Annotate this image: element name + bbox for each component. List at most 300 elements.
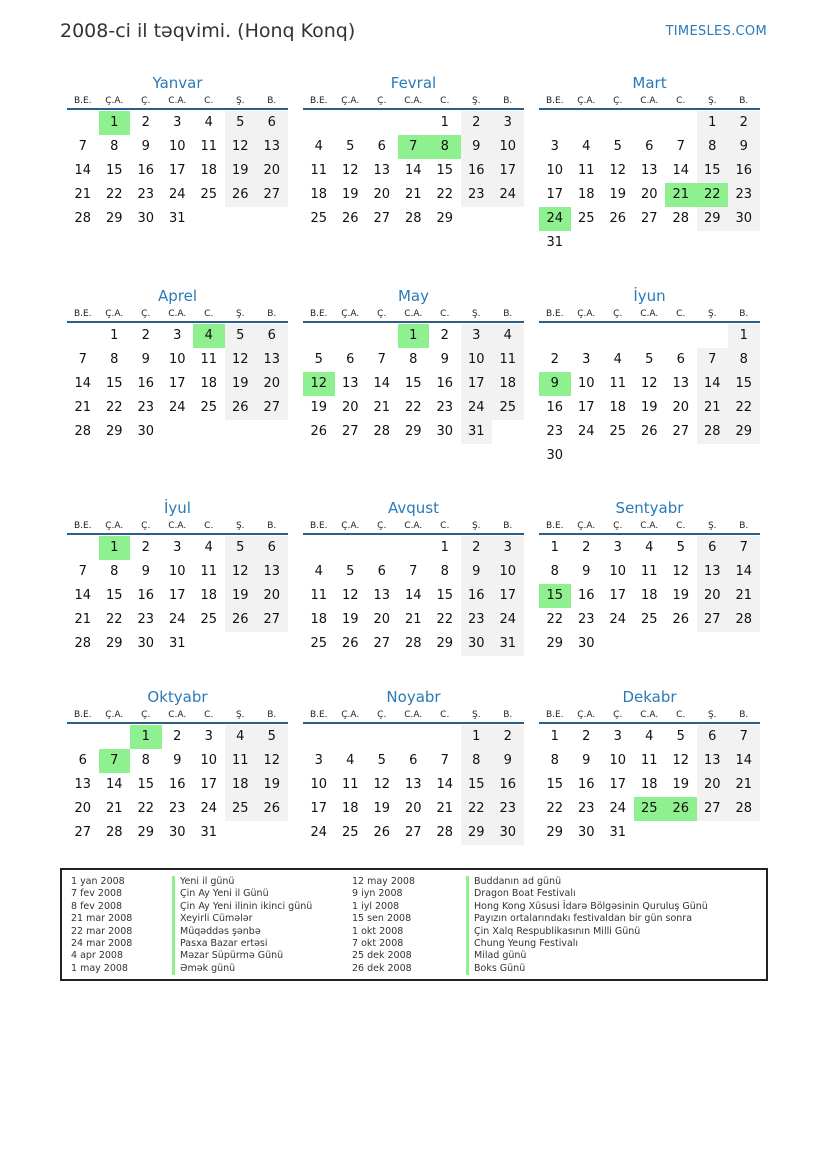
day-cell: 6 xyxy=(697,536,729,560)
month-name: Avqust xyxy=(388,499,439,517)
day-cell: 14 xyxy=(74,163,92,178)
weekday-label: B. xyxy=(267,521,277,531)
empty-cell xyxy=(429,725,461,749)
day-cell: 21 xyxy=(436,801,454,816)
day-cell: 6 xyxy=(409,753,418,768)
weekday-label: C. xyxy=(440,710,450,720)
day-cell: 2 xyxy=(550,352,559,367)
empty-cell xyxy=(571,111,603,135)
day-cell: 3 xyxy=(582,352,591,367)
empty-cell xyxy=(602,111,634,135)
empty-cell xyxy=(303,536,335,560)
day-cell: 11 xyxy=(640,753,658,768)
day-cell: 17 xyxy=(168,163,186,178)
day-cell: 13 xyxy=(672,376,690,391)
day-cell: 12 xyxy=(256,749,288,773)
day-cell: 13 xyxy=(404,777,422,792)
day-cell: 28 xyxy=(672,211,690,226)
legend-holiday-name: Xeyirli Cümələr xyxy=(172,913,312,925)
day-cell: 27 xyxy=(672,424,690,439)
day-cell: 10 xyxy=(609,753,627,768)
day-cell: 16 xyxy=(728,159,760,183)
holiday-day-cell: 9 xyxy=(539,372,571,396)
weekday-label: B. xyxy=(267,309,277,319)
day-cell: 10 xyxy=(168,352,186,367)
day-cell: 24 xyxy=(492,183,524,207)
day-cell: 24 xyxy=(577,424,595,439)
day-cell: 9 xyxy=(461,135,493,159)
day-cell: 24 xyxy=(310,825,328,840)
day-cell: 22 xyxy=(105,187,123,202)
day-cell: 12 xyxy=(672,564,690,579)
day-cell: 7 xyxy=(78,139,87,154)
day-cell: 26 xyxy=(225,183,257,207)
day-cell: 20 xyxy=(74,801,92,816)
day-cell: 14 xyxy=(105,777,123,792)
day-cell: 28 xyxy=(74,424,92,439)
weekday-header xyxy=(539,520,760,535)
day-cell: 13 xyxy=(697,560,729,584)
day-cell: 25 xyxy=(200,612,218,627)
day-cell: 22 xyxy=(105,612,123,627)
day-cell: 15 xyxy=(436,588,454,603)
day-cell: 30 xyxy=(168,825,186,840)
day-cell: 10 xyxy=(546,163,564,178)
weekday-label: B. xyxy=(739,521,749,531)
weekday-label: Ş. xyxy=(471,96,481,106)
day-cell: 3 xyxy=(173,115,182,130)
day-cell: 26 xyxy=(341,636,359,651)
day-cell: 19 xyxy=(341,187,359,202)
day-cell: 28 xyxy=(404,211,422,226)
month-name: Aprel xyxy=(157,287,198,305)
weekday-label: Ç.A. xyxy=(577,710,596,720)
weekday-label: C.A. xyxy=(404,710,423,720)
day-cell: 21 xyxy=(728,773,760,797)
day-cell: 20 xyxy=(697,773,729,797)
day-cell: 2 xyxy=(141,540,150,555)
weekday-label: C.A. xyxy=(640,521,659,531)
legend-date: 15 sen 2008 xyxy=(352,913,412,925)
day-cell: 27 xyxy=(404,825,422,840)
month-block xyxy=(539,687,760,845)
empty-cell xyxy=(366,725,398,749)
weekday-label: Ç. xyxy=(613,309,623,319)
month-block xyxy=(539,73,760,255)
day-cell: 9 xyxy=(173,753,182,768)
holiday-day-cell: 1 xyxy=(398,324,430,348)
empty-cell xyxy=(67,324,99,348)
day-cell: 14 xyxy=(74,588,92,603)
day-cell: 25 xyxy=(577,211,595,226)
weekday-label: Ç.A. xyxy=(341,710,360,720)
day-cell: 21 xyxy=(728,584,760,608)
day-cell: 26 xyxy=(256,797,288,821)
day-cell: 11 xyxy=(609,376,627,391)
day-cell: 27 xyxy=(373,211,391,226)
weekday-label: B.E. xyxy=(73,710,92,720)
day-cell: 12 xyxy=(225,135,257,159)
day-cell: 29 xyxy=(436,211,454,226)
empty-cell xyxy=(571,324,603,348)
day-cell: 27 xyxy=(256,396,288,420)
legend-holiday-name: Yeni il günü xyxy=(172,876,312,888)
weekday-label: B. xyxy=(739,96,749,106)
empty-cell xyxy=(335,111,367,135)
day-cell: 13 xyxy=(256,560,288,584)
day-cell: 12 xyxy=(341,588,359,603)
day-cell: 15 xyxy=(105,588,123,603)
day-cell: 2 xyxy=(461,536,493,560)
day-cell: 3 xyxy=(492,536,524,560)
day-cell: 31 xyxy=(492,632,524,656)
day-cell: 19 xyxy=(672,777,690,792)
weekday-label: Ç. xyxy=(613,521,623,531)
weekday-header xyxy=(67,95,288,110)
weekday-label: C. xyxy=(204,710,214,720)
legend-date: 9 iyn 2008 xyxy=(352,888,403,900)
day-cell: 29 xyxy=(728,420,760,444)
day-cell: 19 xyxy=(256,773,288,797)
weekday-label: B.E. xyxy=(309,309,328,319)
day-cell: 15 xyxy=(697,159,729,183)
day-cell: 4 xyxy=(204,115,213,130)
day-cell: 21 xyxy=(74,612,92,627)
day-cell: 30 xyxy=(546,448,564,463)
day-cell: 29 xyxy=(546,825,564,840)
day-cell: 17 xyxy=(609,588,627,603)
day-cell: 23 xyxy=(577,612,595,627)
weekday-label: C. xyxy=(676,96,686,106)
day-cell: 9 xyxy=(582,753,591,768)
day-cell: 16 xyxy=(137,376,155,391)
day-grid xyxy=(67,536,288,656)
day-cell: 24 xyxy=(609,612,627,627)
day-cell: 7 xyxy=(676,139,685,154)
day-cell: 14 xyxy=(728,749,760,773)
day-cell: 3 xyxy=(314,753,323,768)
day-cell: 29 xyxy=(105,424,123,439)
day-cell: 28 xyxy=(728,797,760,821)
weekday-label: C.A. xyxy=(404,521,423,531)
day-cell: 12 xyxy=(341,163,359,178)
holiday-legend xyxy=(60,868,768,981)
day-cell: 2 xyxy=(141,328,150,343)
day-cell: 17 xyxy=(492,159,524,183)
day-cell: 29 xyxy=(105,211,123,226)
day-cell: 20 xyxy=(373,612,391,627)
empty-cell xyxy=(398,725,430,749)
empty-cell xyxy=(303,111,335,135)
day-cell: 9 xyxy=(728,135,760,159)
day-cell: 26 xyxy=(373,825,391,840)
day-cell: 11 xyxy=(200,564,218,579)
empty-cell xyxy=(697,324,729,348)
day-cell: 7 xyxy=(78,352,87,367)
day-cell: 17 xyxy=(461,372,493,396)
day-cell: 17 xyxy=(546,187,564,202)
weekday-label: C. xyxy=(440,96,450,106)
legend-date: 12 may 2008 xyxy=(352,876,416,887)
day-cell: 6 xyxy=(256,536,288,560)
day-cell: 3 xyxy=(613,729,622,744)
day-cell: 1 xyxy=(550,540,559,555)
day-grid xyxy=(303,725,524,845)
day-cell: 27 xyxy=(697,608,729,632)
day-cell: 22 xyxy=(105,400,123,415)
day-cell: 14 xyxy=(373,376,391,391)
day-cell: 10 xyxy=(492,135,524,159)
day-cell: 5 xyxy=(314,352,323,367)
day-cell: 3 xyxy=(204,729,213,744)
day-cell: 30 xyxy=(137,636,155,651)
day-cell: 18 xyxy=(640,777,658,792)
month-block xyxy=(67,73,288,231)
weekday-label: Ç. xyxy=(141,96,151,106)
weekday-label: Ç. xyxy=(377,309,387,319)
day-cell: 2 xyxy=(461,111,493,135)
day-cell: 16 xyxy=(436,376,454,391)
day-cell: 15 xyxy=(105,163,123,178)
weekday-label: B.E. xyxy=(545,521,564,531)
day-cell: 28 xyxy=(74,211,92,226)
weekday-header xyxy=(67,520,288,535)
month-block xyxy=(303,73,524,231)
weekday-label: C.A. xyxy=(640,96,659,106)
day-cell: 6 xyxy=(78,753,87,768)
day-cell: 23 xyxy=(728,183,760,207)
month-name: Oktyabr xyxy=(147,688,208,706)
day-cell: 18 xyxy=(609,400,627,415)
day-cell: 31 xyxy=(168,211,186,226)
weekday-label: C. xyxy=(676,309,686,319)
month-name: Yanvar xyxy=(152,74,203,92)
day-cell: 11 xyxy=(200,139,218,154)
day-cell: 9 xyxy=(141,139,150,154)
empty-cell xyxy=(303,324,335,348)
weekday-label: B.E. xyxy=(73,521,92,531)
day-cell: 6 xyxy=(676,352,685,367)
empty-cell xyxy=(634,111,666,135)
holiday-day-cell: 21 xyxy=(665,183,697,207)
day-cell: 4 xyxy=(492,324,524,348)
day-cell: 4 xyxy=(582,139,591,154)
legend-date: 26 dek 2008 xyxy=(352,962,412,974)
weekday-label: C. xyxy=(204,309,214,319)
day-cell: 24 xyxy=(492,608,524,632)
day-cell: 8 xyxy=(697,135,729,159)
day-cell: 8 xyxy=(461,749,493,773)
day-cell: 29 xyxy=(697,207,729,231)
day-cell: 4 xyxy=(314,139,323,154)
day-cell: 20 xyxy=(404,801,422,816)
day-cell: 22 xyxy=(436,187,454,202)
weekday-label: B.E. xyxy=(545,710,564,720)
weekday-label: C. xyxy=(676,710,686,720)
empty-cell xyxy=(335,324,367,348)
day-cell: 3 xyxy=(461,324,493,348)
day-cell: 16 xyxy=(577,588,595,603)
weekday-label: Ş. xyxy=(235,96,245,106)
weekday-label: Ş. xyxy=(235,710,245,720)
month-name: Fevral xyxy=(390,74,437,92)
day-cell: 18 xyxy=(200,163,218,178)
day-cell: 23 xyxy=(577,801,595,816)
day-cell: 17 xyxy=(168,588,186,603)
day-cell: 21 xyxy=(105,801,123,816)
month-name: Dekabr xyxy=(622,688,677,706)
legend-holiday-name: Dragon Boat Festivalı xyxy=(466,888,708,900)
weekday-header xyxy=(67,308,288,323)
weekday-label: C. xyxy=(204,96,214,106)
day-cell: 25 xyxy=(640,612,658,627)
day-cell: 26 xyxy=(640,424,658,439)
day-cell: 21 xyxy=(373,400,391,415)
day-cell: 12 xyxy=(373,777,391,792)
day-cell: 28 xyxy=(728,608,760,632)
day-cell: 13 xyxy=(256,348,288,372)
month-name: May xyxy=(397,287,429,305)
day-cell: 12 xyxy=(609,163,627,178)
day-cell: 23 xyxy=(492,797,524,821)
day-cell: 20 xyxy=(672,400,690,415)
day-cell: 4 xyxy=(613,352,622,367)
holiday-day-cell: 1 xyxy=(99,536,131,560)
day-cell: 22 xyxy=(137,801,155,816)
legend-names-col-1 xyxy=(172,876,312,975)
empty-cell xyxy=(335,536,367,560)
day-cell: 6 xyxy=(256,111,288,135)
legend-holiday-name: Məzar Süpürmə Günü xyxy=(172,950,312,962)
weekday-label: B.E. xyxy=(309,710,328,720)
day-cell: 12 xyxy=(640,376,658,391)
empty-cell xyxy=(366,536,398,560)
month-name: İyun xyxy=(633,287,666,305)
weekday-label: B.E. xyxy=(309,521,328,531)
day-cell: 31 xyxy=(168,636,186,651)
day-cell: 15 xyxy=(546,777,564,792)
holiday-day-cell: 4 xyxy=(193,324,225,348)
weekday-label: Ş. xyxy=(707,710,717,720)
day-cell: 8 xyxy=(550,564,559,579)
legend-holiday-name: Çin Ay Yeni il Günü xyxy=(172,888,312,900)
legend-holiday-name: Buddanın ad günü xyxy=(466,876,708,888)
day-cell: 30 xyxy=(137,424,155,439)
day-cell: 25 xyxy=(225,797,257,821)
day-cell: 28 xyxy=(436,825,454,840)
legend-holiday-name: Əmək günü xyxy=(172,963,312,975)
day-cell: 30 xyxy=(577,636,595,651)
day-cell: 4 xyxy=(204,540,213,555)
weekday-label: B. xyxy=(503,309,513,319)
weekday-label: Ç.A. xyxy=(577,521,596,531)
day-grid xyxy=(539,111,760,255)
day-cell: 16 xyxy=(577,777,595,792)
day-cell: 19 xyxy=(341,612,359,627)
day-cell: 16 xyxy=(137,588,155,603)
day-cell: 20 xyxy=(256,372,288,396)
day-cell: 19 xyxy=(672,588,690,603)
day-grid xyxy=(67,111,288,231)
empty-cell xyxy=(398,536,430,560)
day-cell: 13 xyxy=(640,163,658,178)
day-cell: 9 xyxy=(582,564,591,579)
day-cell: 24 xyxy=(168,612,186,627)
weekday-header xyxy=(539,709,760,724)
weekday-header xyxy=(303,308,524,323)
legend-holiday-name: Pasxa Bazar ertəsi xyxy=(172,938,312,950)
day-cell: 27 xyxy=(697,797,729,821)
day-cell: 1 xyxy=(440,540,449,555)
day-cell: 28 xyxy=(105,825,123,840)
day-cell: 25 xyxy=(310,211,328,226)
day-grid xyxy=(303,536,524,656)
day-cell: 30 xyxy=(577,825,595,840)
month-block xyxy=(67,498,288,656)
day-cell: 16 xyxy=(546,400,564,415)
weekday-label: B. xyxy=(267,96,277,106)
day-cell: 15 xyxy=(404,376,422,391)
day-cell: 9 xyxy=(461,560,493,584)
day-cell: 7 xyxy=(409,564,418,579)
day-cell: 5 xyxy=(256,725,288,749)
empty-cell xyxy=(398,111,430,135)
month-name: Mart xyxy=(632,74,667,92)
day-cell: 10 xyxy=(461,348,493,372)
day-grid xyxy=(67,324,288,444)
day-cell: 5 xyxy=(225,324,257,348)
month-block xyxy=(539,286,760,468)
legend-holiday-name: Milad günü xyxy=(466,950,708,962)
day-cell: 11 xyxy=(640,564,658,579)
day-cell: 1 xyxy=(550,729,559,744)
month-block xyxy=(67,687,288,845)
day-cell: 13 xyxy=(373,163,391,178)
weekday-label: B. xyxy=(267,710,277,720)
day-cell: 7 xyxy=(377,352,386,367)
weekday-label: Ş. xyxy=(471,309,481,319)
weekday-label: C. xyxy=(676,521,686,531)
day-cell: 26 xyxy=(310,424,328,439)
day-cell: 5 xyxy=(377,753,386,768)
day-cell: 9 xyxy=(141,564,150,579)
day-cell: 27 xyxy=(341,424,359,439)
day-cell: 28 xyxy=(404,636,422,651)
day-cell: 29 xyxy=(461,821,493,845)
weekday-label: Ç. xyxy=(377,710,387,720)
day-cell: 12 xyxy=(225,348,257,372)
day-cell: 23 xyxy=(137,612,155,627)
day-grid xyxy=(539,725,760,845)
day-cell: 13 xyxy=(74,777,92,792)
day-cell: 7 xyxy=(440,753,449,768)
day-cell: 25 xyxy=(200,400,218,415)
weekday-label: C.A. xyxy=(168,96,187,106)
holiday-day-cell: 15 xyxy=(539,584,571,608)
day-cell: 24 xyxy=(200,801,218,816)
day-grid xyxy=(539,536,760,656)
day-cell: 5 xyxy=(676,729,685,744)
weekday-label: Ç.A. xyxy=(341,96,360,106)
month-name: Noyabr xyxy=(386,688,441,706)
day-cell: 18 xyxy=(640,588,658,603)
weekday-label: Ş. xyxy=(235,309,245,319)
month-block xyxy=(303,687,524,845)
day-cell: 21 xyxy=(697,396,729,420)
day-cell: 23 xyxy=(137,400,155,415)
brand-link[interactable]: TIMESLES.COM xyxy=(665,24,767,39)
day-cell: 7 xyxy=(728,536,760,560)
